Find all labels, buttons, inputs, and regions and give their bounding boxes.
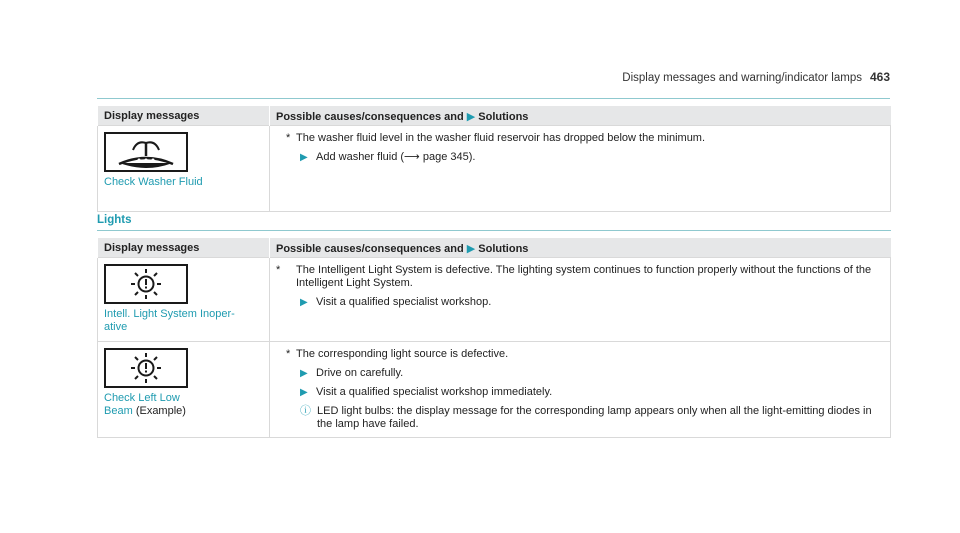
causes-cell [270,342,891,438]
arrow-icon: ▶ [466,110,476,123]
th-display: Display messages [98,238,270,258]
th-causes: Possible causes/consequences and ▶ Solutions [270,106,891,126]
washer-fluid-icon [104,132,188,172]
lights-table [97,238,891,438]
arrow-icon: ▶ [466,242,476,255]
step-arrow-icon: ▶ [300,297,308,308]
header-title: Display messages and warning/indicator lamps [622,72,862,84]
causes-cell [270,258,891,342]
message-label: Check Left Low Beam (Example) [104,392,186,417]
display-cell [98,342,270,438]
section-title: Lights [97,214,891,231]
info-icon: ⓘ [300,405,311,417]
th-display: Display messages [98,106,270,126]
solution-step: ▶ Visit a qualified specialist workshop. [300,296,492,308]
page-number: 463 [869,70,890,84]
light-malfunction-icon [104,348,188,388]
header-rule [97,98,890,99]
cause-text: * The corresponding light source is defective. [286,348,509,360]
step-arrow-icon: ▶ [300,368,308,379]
display-cell [98,258,270,342]
display-cell [98,126,270,212]
solution-step: ▶ Visit a qualified specialist workshop immediately. [300,386,553,398]
running-header [622,70,890,84]
info-note: ⓘ LED light bulbs: the display message for the corresponding lamp appears only when all the light-emitting diodes in the lamp have failed. [300,405,872,430]
page-ref-arrow-icon: ⟶ [404,151,420,163]
step-arrow-icon: ▶ [300,152,308,163]
light-malfunction-icon [104,264,188,304]
message-label: Intell. Light System Inoper-ative [104,308,235,333]
th-causes: Possible causes/consequences and ▶ Solutions [270,238,891,258]
washer-table [97,106,891,212]
step-arrow-icon: ▶ [300,387,308,398]
message-label: Check Washer Fluid [104,176,203,188]
solution-step: ▶ Drive on carefully. [300,367,404,379]
cause-text: * The washer fluid level in the washer fluid reservoir has dropped below the minimum. [286,132,706,144]
cause-text: * The Intelligent Light System is defective. The lighting system continues to function properly without the functions of the Intelligent Light System. [276,264,872,289]
causes-cell [270,126,891,212]
solution-step: ▶ Add washer fluid (⟶ page 345). [300,151,476,163]
